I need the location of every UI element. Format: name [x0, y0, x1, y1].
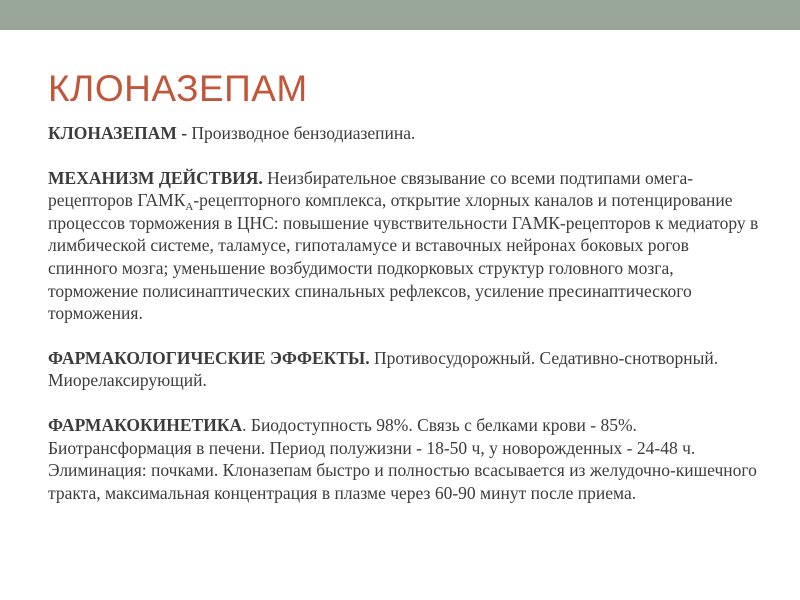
mechanism-text-end: -рецепторного комплекса, открытие хлорных каналов и потенцирование процессов торможения в ЦНС: повышение чувствительности ГАМК-рецепторов к медиатору в лимбической системе, таламусе, гипоталамусе и вставочных нейронах боковых рогов спинного мозга; уменьшение возбудимости подкорковых структур головного мозга, торможение полисинаптических спинальных рефлексов, усиление пресинаптического торможения. — [48, 190, 759, 324]
intro-paragraph — [48, 122, 760, 145]
kinetics-heading: ФАРМАКОКИНЕТИКА — [48, 414, 243, 435]
effects-paragraph — [48, 347, 760, 392]
intro-text: Производное бензодиазепина. — [191, 123, 416, 143]
mechanism-text-start: Неизбирательное связывание со всеми подтипами омега-рецепторов ГАМК — [48, 167, 694, 211]
slide-title: КЛОНАЗЕПАМ — [48, 68, 308, 109]
intro-heading: КЛОНАЗЕПАМ - — [48, 123, 188, 143]
effects-heading: ФАРМАКОЛОГИЧЕСКИЕ ЭФФЕКТЫ. — [48, 347, 370, 368]
kinetics-paragraph — [48, 414, 760, 504]
mechanism-heading: МЕХАНИЗМ ДЕЙСТВИЯ. — [48, 167, 263, 188]
slide-content — [48, 122, 760, 526]
mechanism-subscript: А — [185, 201, 194, 214]
effects-text: Противосудорожный. Седативно-снотворный. Миорелаксирующий. — [48, 347, 719, 391]
top-decorative-bar — [0, 0, 800, 30]
mechanism-paragraph — [48, 167, 760, 325]
kinetics-text: . Биодоступность 98%. Связь с белками крови - 85%. Биотрансформация в печени. Период полужизни - 18-50 ч, у новорожденных - 24-48 ч. Элиминация: почками. Клоназепам быстро и полностью всасывается из желудочно-кишечного тракта, максимальная концентрация в плазме через 60-90 минут после приема. — [48, 414, 757, 503]
